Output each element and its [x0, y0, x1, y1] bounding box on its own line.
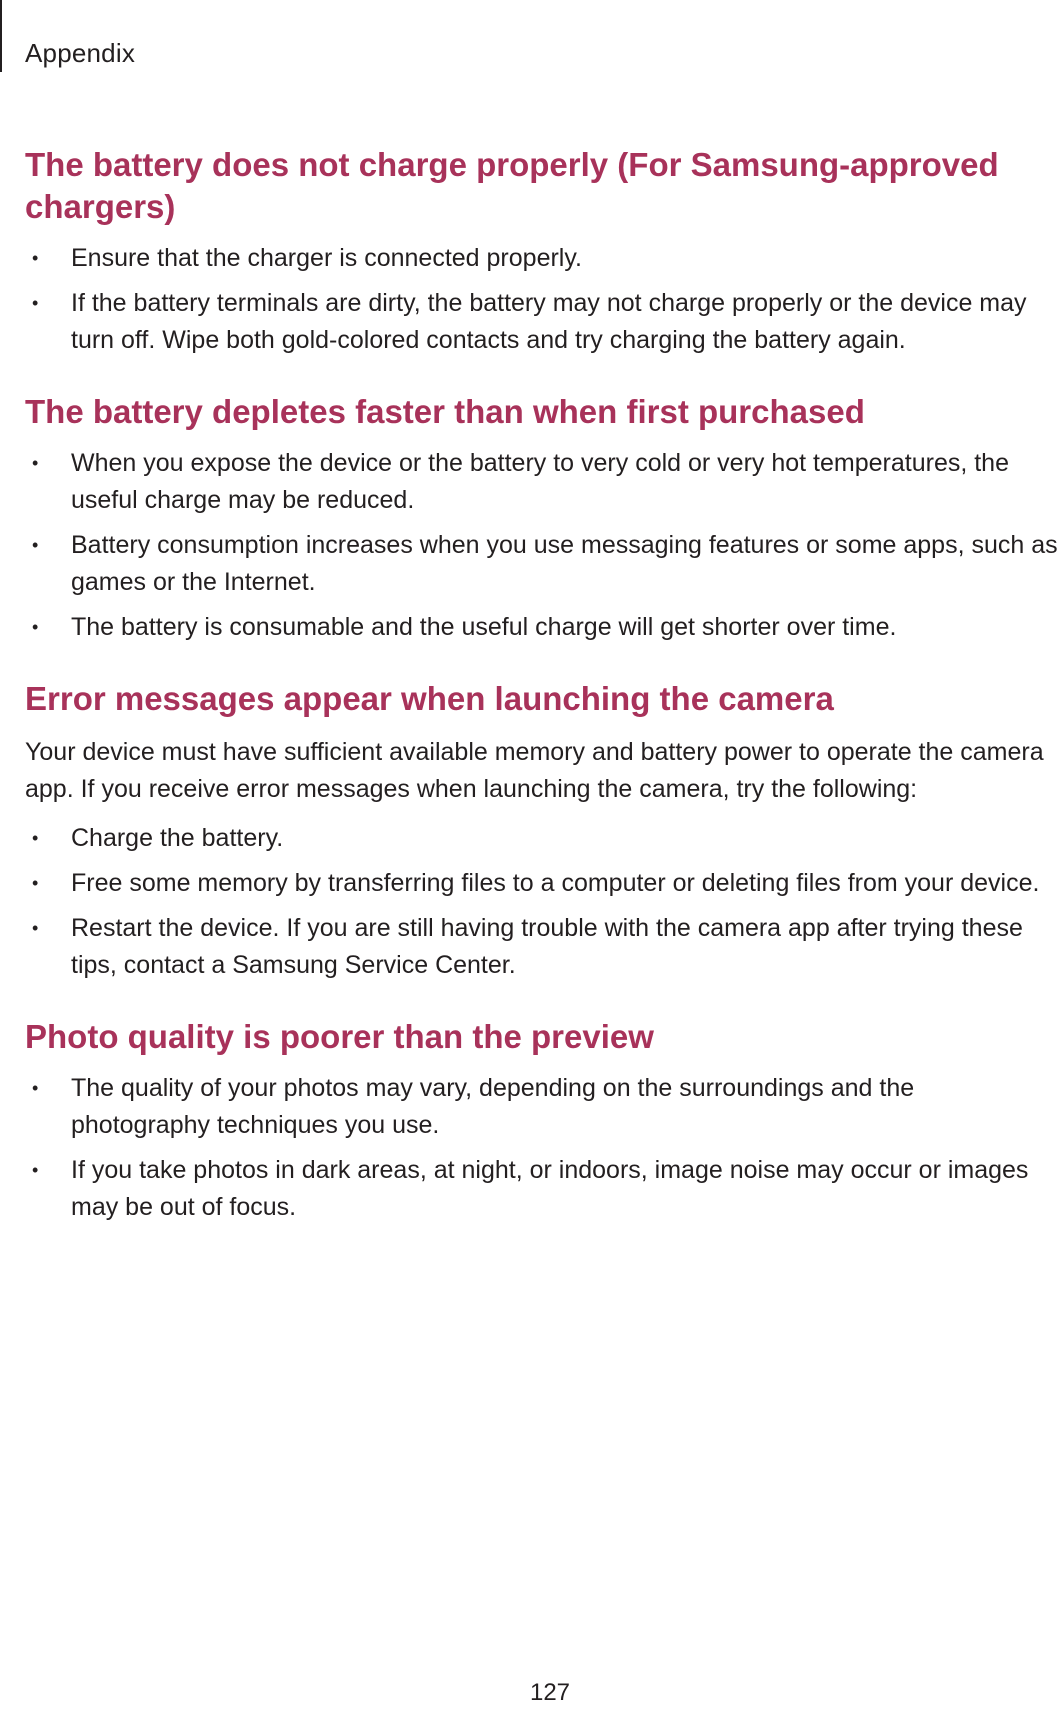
list-item-text: The battery is consumable and the useful charge will get shorter over time.	[71, 613, 897, 641]
page-corner-mark	[0, 0, 2, 72]
bullet-icon: •	[32, 1160, 39, 1180]
list-item-text: When you expose the device or the battery to very cold or very hot temperatures, the useful charge may be reduced.	[71, 449, 1009, 514]
section-photo-quality	[25, 1016, 1060, 1226]
list-item	[25, 1152, 1060, 1226]
bullet-icon: •	[32, 918, 39, 938]
section-body-text: Your device must have sufficient available memory and battery power to operate the camera app. If you receive error messages when launching the camera, try the following:	[25, 738, 1044, 803]
section-battery-depletes	[25, 391, 1060, 646]
bullet-icon: •	[32, 453, 39, 473]
bullet-icon: •	[32, 828, 39, 848]
list-item	[25, 820, 1060, 857]
bullet-icon: •	[32, 248, 39, 268]
bullet-list	[25, 240, 1060, 359]
section-camera-errors	[25, 678, 1060, 984]
section-title: Error messages appear when launching the camera	[25, 680, 834, 717]
section-title: The battery does not charge properly (For Samsung-approved chargers)	[25, 146, 999, 225]
list-item	[25, 445, 1060, 519]
bullet-list	[25, 445, 1060, 646]
list-item-text: If you take photos in dark areas, at night, or indoors, image noise may occur or images may be out of focus.	[71, 1156, 1029, 1221]
list-item	[25, 609, 1060, 646]
list-item-text: Restart the device. If you are still having trouble with the camera app after trying these tips, contact a Samsung Service Center.	[71, 914, 1023, 979]
list-item	[25, 240, 1060, 277]
running-header: Appendix	[25, 38, 136, 68]
bullet-icon: •	[32, 535, 39, 555]
list-item-text: If the battery terminals are dirty, the battery may not charge properly or the device may turn off. Wipe both gold-colored contacts and try charging the battery again.	[71, 289, 1027, 354]
section-title: Photo quality is poorer than the preview	[25, 1018, 654, 1055]
bullet-icon: •	[32, 617, 39, 637]
page-number: 127	[529, 1679, 571, 1706]
bullet-icon: •	[32, 293, 39, 313]
section-title: The battery depletes faster than when first purchased	[25, 393, 865, 430]
bullet-list	[25, 1070, 1060, 1226]
list-item	[25, 527, 1060, 601]
list-item-text: Charge the battery.	[71, 824, 284, 852]
section-battery-not-charging	[25, 144, 1060, 359]
list-item-text: Free some memory by transferring files to a computer or deleting files from your device.	[71, 869, 1040, 897]
list-item-text: The quality of your photos may vary, depending on the surroundings and the photography techniques you use.	[71, 1074, 915, 1139]
page-content	[25, 144, 1060, 1226]
list-item	[25, 285, 1060, 359]
bullet-list	[25, 820, 1060, 984]
list-item	[25, 910, 1060, 984]
list-item-text: Battery consumption increases when you use messaging features or some apps, such as games or the Internet.	[71, 531, 1058, 596]
list-item	[25, 865, 1060, 902]
bullet-icon: •	[32, 873, 39, 893]
list-item	[25, 1070, 1060, 1144]
bullet-icon: •	[32, 1078, 39, 1098]
list-item-text: Ensure that the charger is connected properly.	[71, 244, 582, 272]
